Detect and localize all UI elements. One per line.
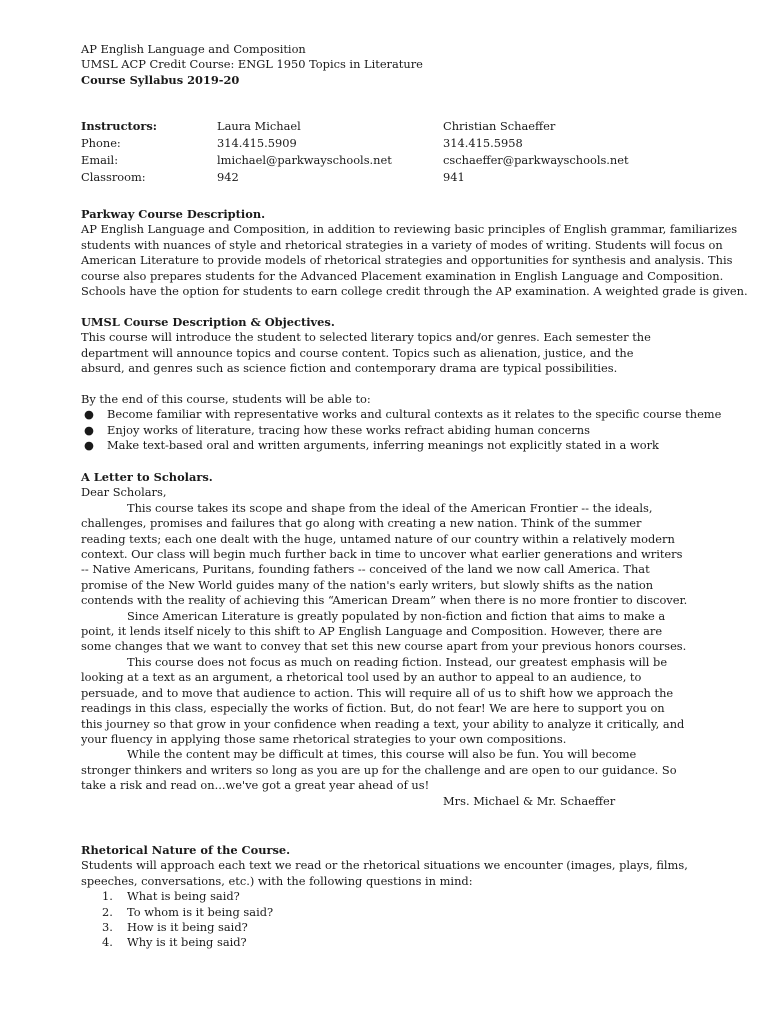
letter-paragraph: This course does not focus as much on reading fiction. Instead, our greatest emphasis will be looking at a text as an argument, a rhetorical tool used by an author to appeal to an audience, to persuade, and to move that audience to action. This will require all of us to shift how we approach the readings in this class, especially the works of fiction. But, do not fear! We are here to support you on this journey so that grow in your confidence when reading a text, your ability to analyze it critically, and your fluency in applying those same rhetorical strategies to your own compositions.	[81, 654, 685, 746]
question-item	[81, 920, 689, 935]
parkway-line: course also prepares students for the Advanced Placement examination in English Language and Composition.	[81, 268, 724, 283]
umsl-heading: UMSL Course Description & Objectives.	[81, 315, 335, 329]
objective-text: Become familiar with representative works and cultural contexts as it relates to the specific course theme	[107, 407, 722, 422]
bullet-icon: ●	[84, 438, 94, 453]
syllabus-title: Course Syllabus 2019-20	[81, 72, 240, 87]
parkway-line: Schools have the option for students to earn college credit through the AP examination. A weighted grade is given.	[81, 284, 748, 299]
objective-item	[81, 438, 689, 453]
credit-course: UMSL ACP Credit Course: ENGL 1950 Topics in Literature	[81, 57, 423, 72]
letter-to-scholars	[81, 470, 689, 809]
instructors-label: Instructors:	[81, 119, 157, 133]
parkway-line: American Literature to provide models of rhetorical strategies and opportunities for synthesis and analysis. This	[81, 253, 733, 268]
letter-paragraph: This course takes its scope and shape from the ideal of the American Frontier -- the ideals, challenges, promises and failures that go along with creating a new nation. Think of the summer reading texts; each one dealt with the huge, untamed nature of our country within a relatively modern context. Our class will begin much further back in time to uncover what earlier generations and writers -- Native Americans, Puritans, founding fathers -- conceived of the land we now call America. That promise of the New World guides many of the nation's early writers, but slowly shifts as the nation contends with the reality of achieving this “American Dream” when there is no more frontier to discover.	[81, 500, 688, 608]
instructor-name-michael: Laura Michael	[217, 119, 301, 133]
letter-greeting: Dear Scholars,	[81, 485, 167, 500]
question-text: To whom is it being said?	[127, 904, 274, 919]
instructor-phone-michael: 314.415.5909	[217, 136, 297, 150]
parkway-line: AP English Language and Composition, in addition to reviewing basic principles of English grammar, familiarizes	[81, 222, 738, 237]
document-header	[81, 42, 689, 88]
course-objectives	[81, 392, 722, 454]
letter-paragraph: While the content may be difficult at times, this course will also be fun. You will become stronger thinkers and writers so long as you are up for the challenge and are open to our guidance. So take a risk and read on...we've got a great year ahead of us!	[81, 747, 677, 793]
parkway-line: students with nuances of style and rhetorical strategies in a variety of modes of writing. Students will focus on	[81, 237, 723, 252]
phone-label: Phone:	[81, 136, 121, 150]
question-list	[81, 889, 689, 951]
objective-item	[81, 423, 689, 438]
instructor-name-schaeffer: Christian Schaeffer	[443, 119, 556, 133]
question-item	[81, 889, 689, 904]
question-item	[81, 935, 689, 950]
letter-heading: A Letter to Scholars.	[81, 470, 213, 484]
instructor-classroom-michael: 942	[217, 170, 239, 184]
question-number: 4.	[102, 935, 113, 950]
parkway-heading: Parkway Course Description.	[81, 207, 266, 221]
question-number: 3.	[102, 920, 113, 935]
parkway-description	[81, 207, 748, 299]
objective-item	[81, 407, 722, 422]
question-item	[81, 905, 689, 920]
question-number: 2.	[102, 904, 113, 919]
email-label: Email:	[81, 153, 119, 167]
umsl-line: department will announce topics and course content. Topics such as alienation, justice, and the	[81, 345, 634, 360]
umsl-description	[81, 315, 689, 377]
course-name: AP English Language and Composition	[81, 42, 306, 56]
rhetorical-heading: Rhetorical Nature of the Course.	[81, 843, 291, 857]
objectives-list	[81, 407, 722, 453]
instructor-table	[81, 119, 689, 184]
rhetorical-intro: Students will approach each text we read or the rhetorical situations we encounter (images, plays, films, speeches, conversations, etc.) with the following questions in mind:	[81, 858, 688, 888]
objective-text: Enjoy works of literature, tracing how these works refract abiding human concerns	[107, 422, 590, 437]
objective-text: Make text-based oral and written arguments, inferring meanings not explicitly stated in a work	[107, 438, 659, 453]
umsl-line: This course will introduce the student to selected literary topics and/or genres. Each semester the	[81, 330, 651, 345]
classroom-label: Classroom:	[81, 170, 146, 184]
question-number: 1.	[102, 889, 113, 904]
instructor-phone-schaeffer: 314.415.5958	[443, 136, 523, 150]
question-text: Why is it being said?	[127, 935, 247, 950]
objectives-intro: By the end of this course, students will be able to:	[81, 392, 371, 406]
question-text: How is it being said?	[127, 920, 248, 935]
rhetorical-nature	[81, 843, 689, 951]
letter-paragraph: Since American Literature is greatly populated by non-fiction and fiction that aims to make a point, it lends itself nicely to this shift to AP English Language and Composition. However, there are some changes that we want to convey that set this new course apart from your previous honors courses.	[81, 608, 687, 654]
letter-signature: Mrs. Michael & Mr. Schaeffer	[443, 793, 616, 808]
instructor-classroom-schaeffer: 941	[443, 170, 465, 184]
umsl-line: absurd, and genres such as science fiction and contemporary drama are typical possibilities.	[81, 361, 618, 376]
instructor-email-schaeffer: cschaeffer@parkwayschools.net	[443, 153, 629, 167]
instructor-email-michael: lmichael@parkwayschools.net	[217, 153, 392, 167]
bullet-icon: ●	[84, 407, 94, 422]
question-text: What is being said?	[127, 889, 240, 904]
bullet-icon: ●	[84, 422, 94, 437]
